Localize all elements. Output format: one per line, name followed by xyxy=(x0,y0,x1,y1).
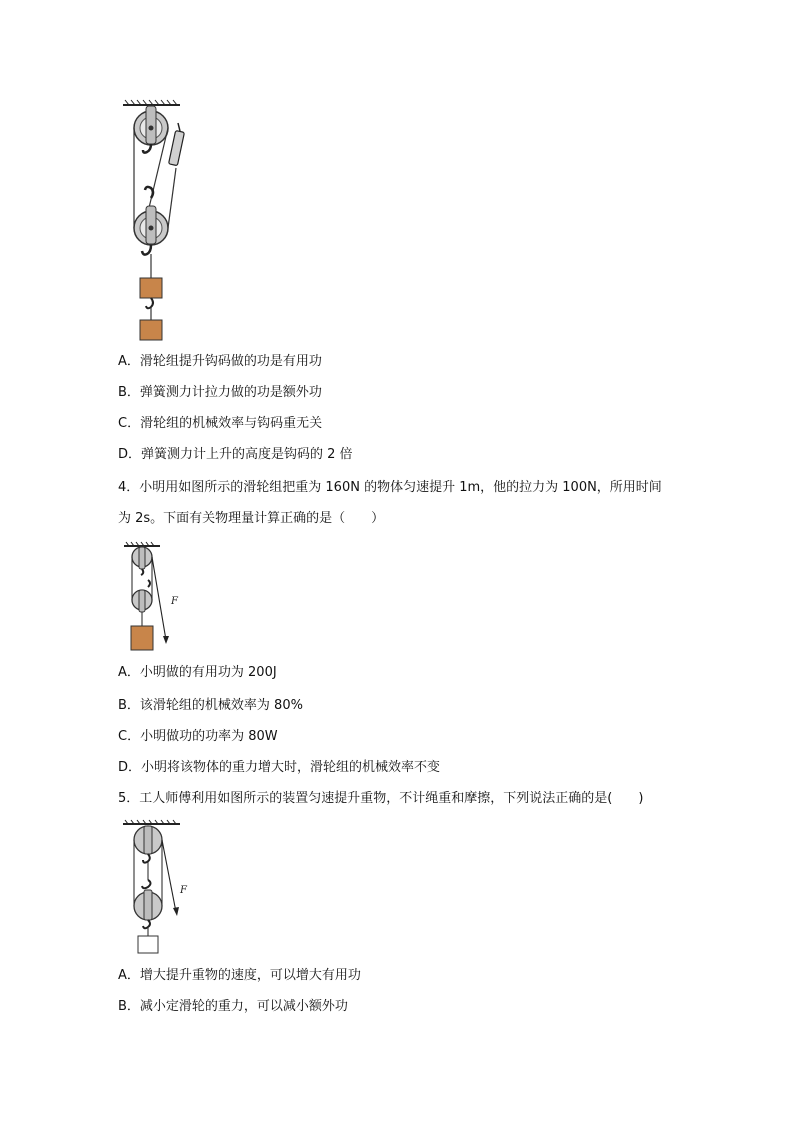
q4-option-a: A．小明做的有用功为 200J xyxy=(118,665,277,680)
q3-option-c: C．滑轮组的机械效率与钩码重无关 xyxy=(118,416,323,431)
q5-stem-line1: 5．工人师傅利用如图所示的装置匀速提升重物，不计绳重和摩擦，下列说法正确的是( ) xyxy=(118,791,644,806)
pulley-figure-q4 xyxy=(118,540,198,654)
force-label-q5: F xyxy=(180,885,187,896)
q4-option-c: C．小明做功的功率为 80W xyxy=(118,729,278,744)
q3-option-b: B．弹簧测力计拉力做的功是额外功 xyxy=(118,385,322,400)
q4-option-b: B．该滑轮组的机械效率为 80% xyxy=(118,698,303,713)
q4-option-d: D．小明将该物体的重力增大时，滑轮组的机械效率不变 xyxy=(118,760,441,775)
q3-option-a: A．滑轮组提升钩码做的功是有用功 xyxy=(118,354,322,369)
q5-option-a: A．增大提升重物的速度，可以增大有用功 xyxy=(118,968,361,983)
q4-stem-line1: 4．小明用如图所示的滑轮组把重为 160N 的物体匀速提升 1m，他的拉力为 100N，所用时间 xyxy=(118,480,662,495)
force-label-q4: F xyxy=(171,596,178,607)
pulley-figure-q5 xyxy=(118,818,208,956)
q5-option-b: B．减小定滑轮的重力，可以减小额外功 xyxy=(118,999,348,1014)
q3-option-d: D．弹簧测力计上升的高度是钩码的 2 倍 xyxy=(118,447,353,462)
q4-stem-line2: 为 2s。下面有关物理量计算正确的是（ ） xyxy=(118,511,385,526)
pulley-figure-q3 xyxy=(118,98,208,346)
